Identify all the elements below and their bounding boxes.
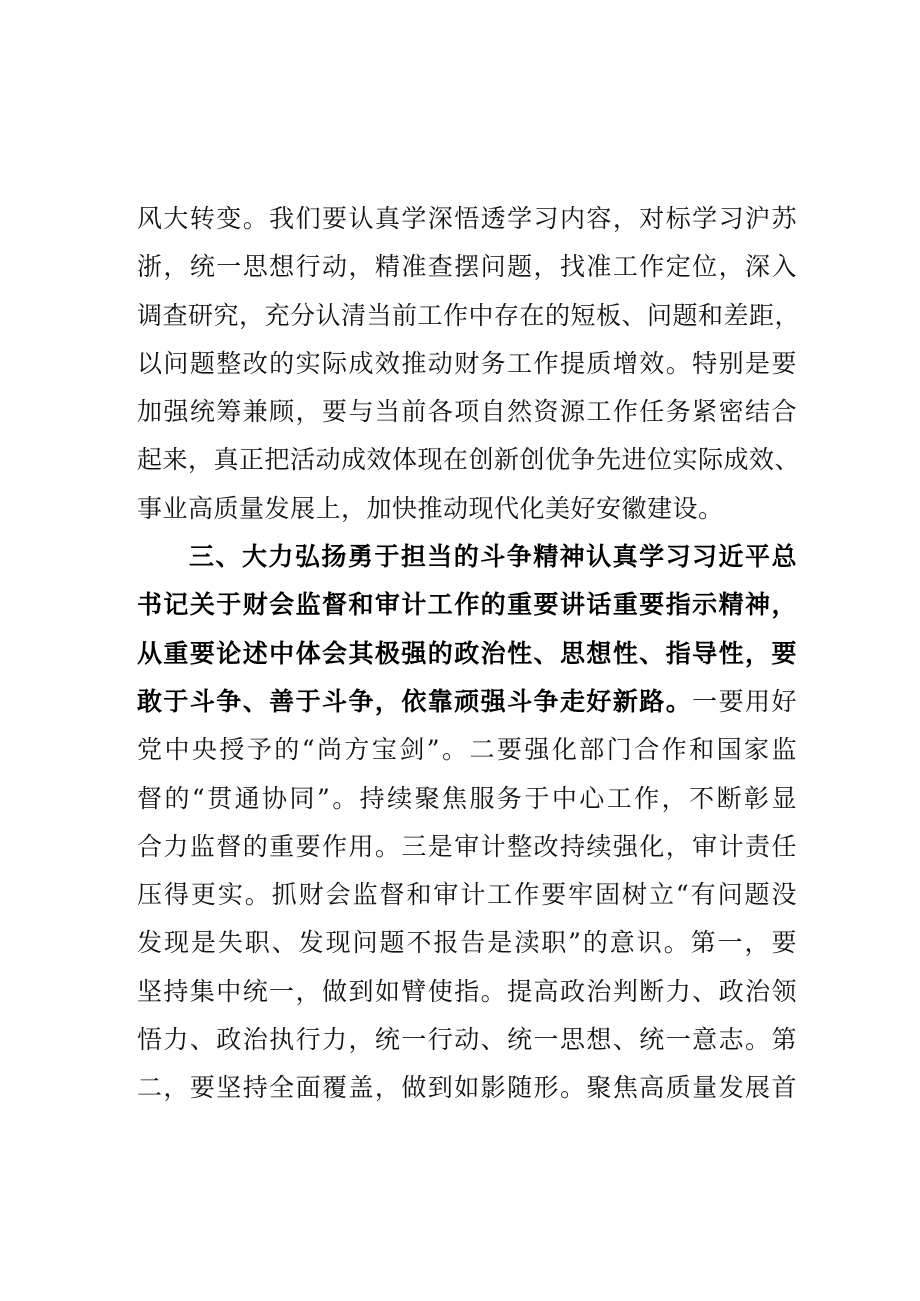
paragraph-2 [137,533,797,1113]
text-line: 浙，统一思想行动，精准查摆问题，找准工作定位，深入 [137,252,797,282]
text-line: 压得更实。抓财会监督和审计工作要牢固树立“有问题没 [137,880,797,910]
text-line: 事业高质量发展上，加快推动现代化美好安徽建设。 [137,493,724,523]
body-text-run: 一要用好 [692,686,797,716]
text-line: 坚持集中统一，做到如臂使指。提高政治判断力、政治领 [137,976,797,1006]
section-heading-line: 书记关于财会监督和审计工作的重要讲话重要指示精神， [137,590,797,620]
paragraph-1 [137,195,801,533]
text-line: 督的“贯通协同”。持续聚焦服务于中心工作，不断彰显 [137,783,797,813]
text-line: 加强统筹兼顾，要与当前各项自然资源工作任务紧密结合 [137,397,797,427]
text-line: 调查研究，充分认清当前工作中存在的短板、问题和差距， [137,300,801,330]
text-line: 合力监督的重要作用。三是审计整改持续强化，审计责任 [137,831,797,861]
text-line: 以问题整改的实际成效推动财务工作提质增效。特别是要 [137,348,797,378]
mixed-line [137,678,797,726]
text-line: 二，要坚持全面覆盖，做到如影随形。聚焦高质量发展首 [137,1073,797,1103]
section-heading-tail: 敢于斗争、善于斗争，依靠顽强斗争走好新路。 [137,686,693,716]
text-line: 起来，真正把活动成效体现在创新创优争先进位实际成效、 [137,445,801,475]
section-heading-line: 三、大力弘扬勇于担当的斗争精神认真学习习近平总 [189,542,797,572]
section-heading-line: 从重要论述中体会其极强的政治性、思想性、指导性，要 [137,638,797,668]
text-line: 发现是失职、发现问题不报告是渎职”的意识。第一，要 [137,928,797,958]
text-line: 悟力、政治执行力，统一行动、统一思想、统一意志。第 [137,1025,797,1055]
text-line: 风大转变。我们要认真学深悟透学习内容，对标学习沪苏 [137,204,797,233]
text-line: 党中央授予的“尚方宝剑”。二要强化部门合作和国家监 [137,735,797,765]
body-text [137,195,801,1113]
